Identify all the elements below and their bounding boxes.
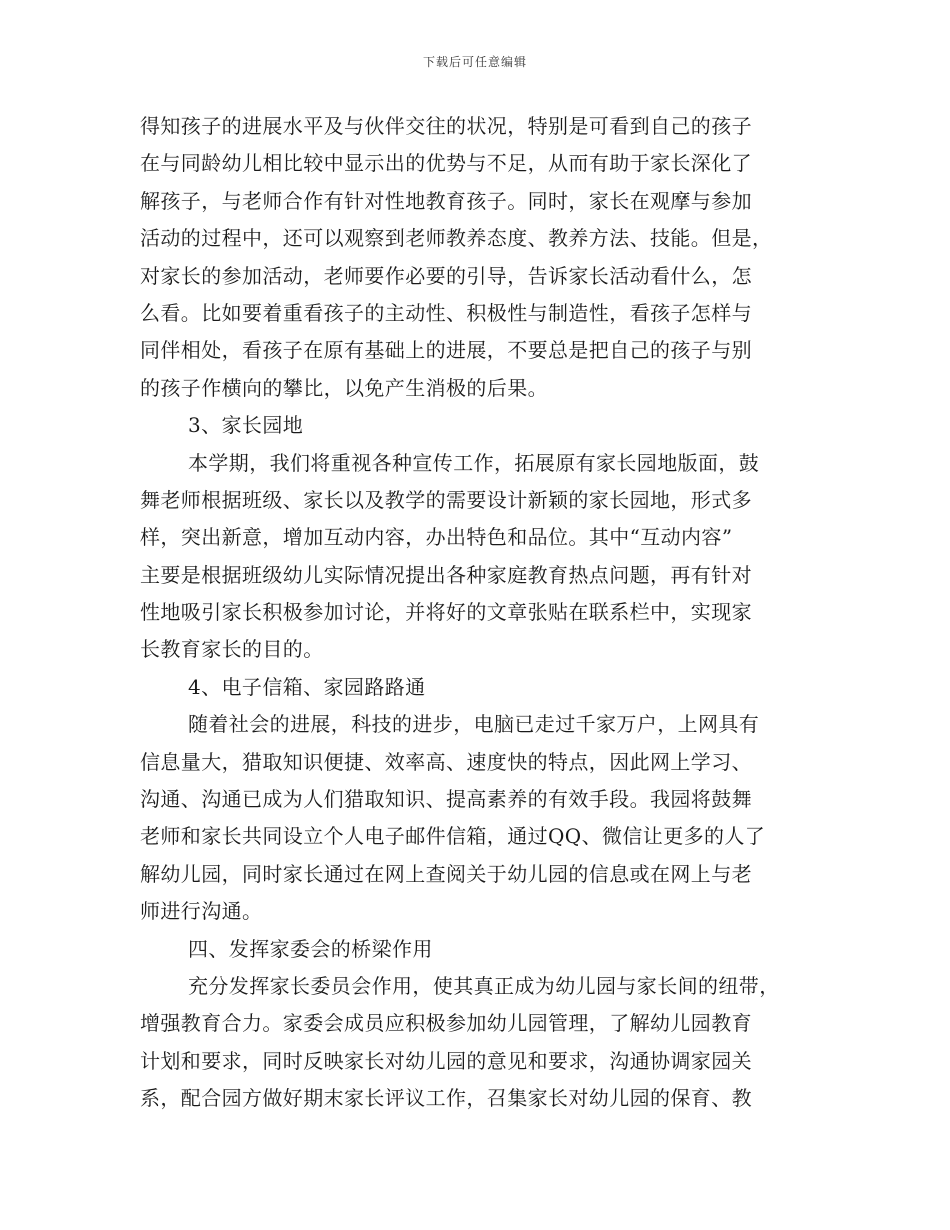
text-line: 计划和要求，同时反映家长对幼儿园的意见和要求，沟通协调家园关 (140, 1048, 752, 1073)
text-line: 4、电子信箱、家园路路通 (188, 674, 426, 699)
text-line: 充分发挥家长委员会作用，使其真正成为幼儿园与家长间的纽带， (188, 973, 780, 998)
text-line: 得知孩子的进展水平及与伙伴交往的状况，特别是可看到自己的孩子 (140, 114, 752, 138)
text-line: 随着社会的进展，科技的进步，电脑已走过千家万户，上网具有 (188, 712, 760, 737)
text-line: 性地吸引家长积极参加讨论，并将好的文章张贴在联系栏中，实现家 (140, 600, 752, 625)
text-line: 沟通、沟通已成为人们猎取知识、提高素养的有效手段。我园将鼓舞 (140, 787, 752, 812)
text-line: 样，突出新意，增加互动内容，办出特色和品位。其中“互动内容” (140, 525, 733, 550)
text-line: 增强教育合力。家委会成员应积极参加幼儿园管理，了解幼儿园教育 (140, 1011, 752, 1036)
text-line: 对家长的参加活动，老师要作必要的引导，告诉家长活动看什么，怎 (140, 263, 752, 288)
text-line: 么看。比如要着重看孩子的主动性、积极性与制造性，看孩子怎样与 (140, 300, 752, 325)
text-line: 在与同龄幼儿相比较中显示出的优势与不足，从而有助于家长深化了 (140, 151, 752, 176)
text-line: 解幼儿园，同时家长通过在网上查阅关于幼儿园的信息或在网上与老 (140, 861, 752, 886)
text-line: 师进行沟通。 (140, 899, 263, 924)
text-line: 系，配合园方做好期末家长评议工作，召集家长对幼儿园的保育、教 (140, 1086, 752, 1111)
text-line: 长教育家长的目的。 (140, 637, 324, 662)
text-line: 解孩子，与老师合作有针对性地教育孩子。同时，家长在观摩与参加 (140, 188, 752, 213)
page-header: 下载后可任意编辑 (422, 55, 527, 69)
text-line: 信息量大，猎取知识便捷、效率高、速度快的特点，因此网上学习、 (140, 749, 752, 774)
text-line: 四、发挥家委会的桥梁作用 (188, 936, 433, 961)
text-line: 本学期，我们将重视各种宣传工作，拓展原有家长园地版面，鼓 (188, 450, 760, 475)
text-line: 活动的过程中，还可以观察到老师教养态度、教养方法、技能。但是， (140, 226, 773, 251)
text-line: 老师和家长共同设立个人电子邮件信箱，通过QQ、微信让更多的人了 (140, 824, 766, 849)
document-body (140, 108, 812, 1118)
text-line: 的孩子作横向的攀比，以免产生消极的后果。 (140, 375, 548, 400)
text-line: 主要是根据班级幼儿实际情况提出各种家庭教育热点问题，再有针对 (140, 562, 752, 587)
text-line: 3、家长园地 (188, 413, 304, 438)
text-line: 同伴相处，看孩子在原有基础上的进展，不要总是把自己的孩子与别 (140, 338, 752, 363)
text-line: 舞老师根据班级、家长以及教学的需要设计新颖的家长园地，形式多 (140, 487, 752, 512)
